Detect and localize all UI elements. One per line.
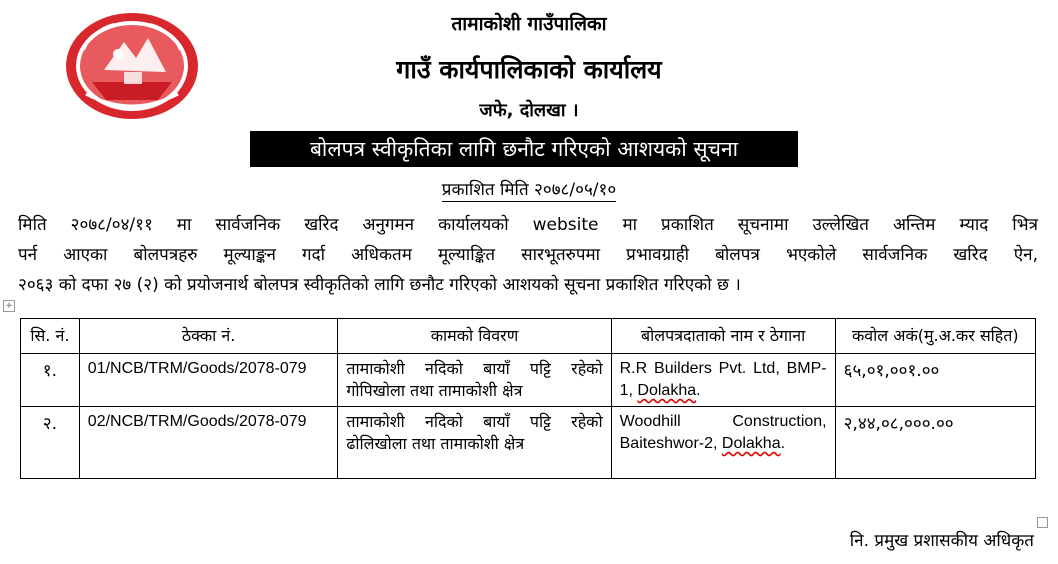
header-description: कामको विवरण [338,319,611,354]
published-date-text: प्रकाशित मिति २०७८/०५/१० [441,180,617,200]
office-title: गाउँ कार्यपालिकाको कार्यालय [396,55,662,84]
paragraph-line: पर्न आएका बोलपत्रहरु मूल्याङ्कन गर्दा अधिकतम मूल्याङ्कित सारभूतरुपमा प्रभावग्राही बोलपत्र भएकोले सार्वजनिक खरिद ऐन, [18,245,1038,265]
header-bidder: बोलपत्रदाताको नाम र ठेगाना [611,319,835,354]
paragraph-line: २०६३ को दफा २७ (२) को प्रयोजनार्थ बोलपत्र स्वीकृतिको लागि छनौट गरिएको आशयको सूचना प्रकाशित गरिएको छ । [18,275,741,295]
paragraph-line: मिति २०७८/०४/११ मा सार्वजनिक खरिद अनुगमन कार्यालयको website मा प्रकाशित सूचनामा उल्लेखित अन्तिम म्याद भित्र [18,215,1038,235]
row-contract: 02/NCB/TRM/Goods/2078-079 [79,407,338,479]
office-address: जफे, दोलखा । [479,100,579,121]
row-description: तामाकोशी नदिको बायाँ पट्टि रहेको गोपिखोला तथा तामाकोशी क्षेत्र [338,354,611,407]
table-row [21,407,1036,479]
table-row [21,354,1036,407]
table-header-row [21,319,1036,354]
bidder-place: Dolakha [637,382,697,399]
row-amount: २,४४,०८,०००.०० [835,407,1035,479]
move-handle-icon[interactable]: + [3,300,15,312]
bidder-name: R.R Builders Pvt. Ltd, [619,360,780,377]
bidder-address: BMP-1, [619,360,827,399]
row-sn: १. [21,354,80,407]
bidder-address: Baiteshwor-2, [619,435,722,452]
signature-title: नि. प्रमुख प्रशासकीय अधिकृत [849,531,1034,551]
bid-table [20,318,1036,479]
published-date [0,177,1058,200]
row-amount: ६५,०१,००१.०० [835,354,1035,407]
notice-title: बोलपत्र स्वीकृतिका लागि छनौट गरिएको आशयको सूचना [250,131,798,167]
bidder-name: Woodhill Construction, [619,413,827,430]
row-sn: २. [21,407,80,479]
bidder-place: Dolakha [721,435,781,452]
row-bidder: Woodhill Construction, Baiteshwor-2, Dolakha. [611,407,835,479]
row-bidder: R.R Builders Pvt. Ltd, BMP-1, Dolakha. [611,354,835,407]
row-description: तामाकोशी नदिको बायाँ पट्टि रहेको ढोलिखोला तथा तामाकोशी क्षेत्र [338,407,611,479]
row-contract: 01/NCB/TRM/Goods/2078-079 [79,354,338,407]
header-sn: सि. नं. [21,319,80,354]
municipality-name: तामाकोशी गाउँपालिका [451,13,607,35]
resize-handle-icon[interactable] [1037,517,1048,528]
notice-paragraph [18,210,1038,300]
header-contract: ठेक्का नं. [79,319,338,354]
header-amount: कवोल अकं(मु.अ.कर सहित) [835,319,1035,354]
